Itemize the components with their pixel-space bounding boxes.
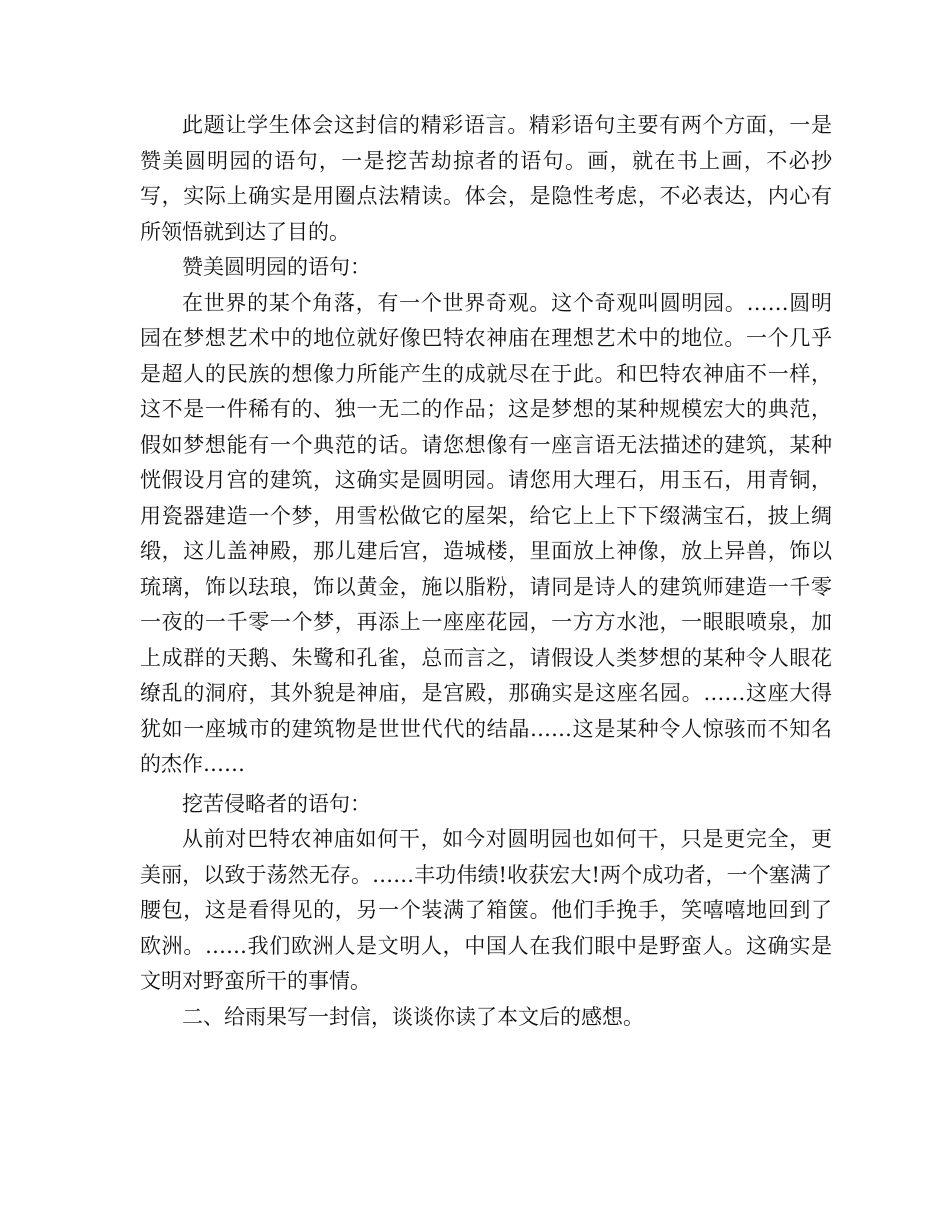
satire-quote-paragraph: 从前对巴特农神庙如何干，如今对圆明园也如何干，只是更完全，更美丽，以致于荡然无存。……丰功伟绩!收获宏大!两个成功者，一个塞满了腰包，这是看得见的，另一个装满了箱箧。他们手挽手，笑嘻嘻地回到了欧洲。……我们欧洲人是文明人，中国人在我们眼中是野蛮人。这确实是文明对野蛮所干的事情。 [140,827,832,993]
document-page [140,108,832,1035]
satire-heading: 挖苦侵略者的语句： [182,791,371,816]
praise-heading: 赞美圆明园的语句： [182,255,371,279]
intro-paragraph: 此题让学生体会这封信的精彩语言。精彩语句主要有两个方面，一是赞美圆明园的语句，一是挖苦劫掠者的语句。画，就在书上画，不必抄写，实际上确实是用圈点法精读。体会，是隐性考虑，不必表达，内心有所领悟就到达了目的。 [140,113,832,244]
praise-quote-paragraph: 在世界的某个角落，有一个世界奇观。这个奇观叫圆明园。……圆明园在梦想艺术中的地位就好像巴特农神庙在理想艺术中的地位。一个几乎是超人的民族的想像力所能产生的成就尽在于此。和巴特农神庙不一样，这不是一件稀有的、独一无二的作品；这是梦想的某种规模宏大的典范，假如梦想能有一个典范的话。请您想像有一座言语无法描述的建筑，某种恍假设月宫的建筑，这确实是圆明园。请您用大理石，用玉石，用青铜，用瓷器建造一个梦，用雪松做它的屋架，给它上上下下缀满宝石，披上绸缎，这儿盖神殿，那儿建后宫，造城楼，里面放上神像，放上异兽，饰以琉璃，饰以珐琅，饰以黄金，施以脂粉，请同是诗人的建筑师建造一千零一夜的一千零一个梦，再添上一座座花园，一方方水池，一眼眼喷泉，加上成群的天鹅、朱鹭和孔雀，总而言之，请假设人类梦想的某种令人眼花缭乱的洞府，其外貌是神庙，是宫殿，那确实是这座名园。……这座大得犹如一座城市的建筑物是世世代代的结晶……这是某种令人惊骇而不知名的杰作…… [140,290,832,776]
question-two: 二、给雨果写一封信，谈谈你读了本文后的感想。 [182,1004,644,1029]
